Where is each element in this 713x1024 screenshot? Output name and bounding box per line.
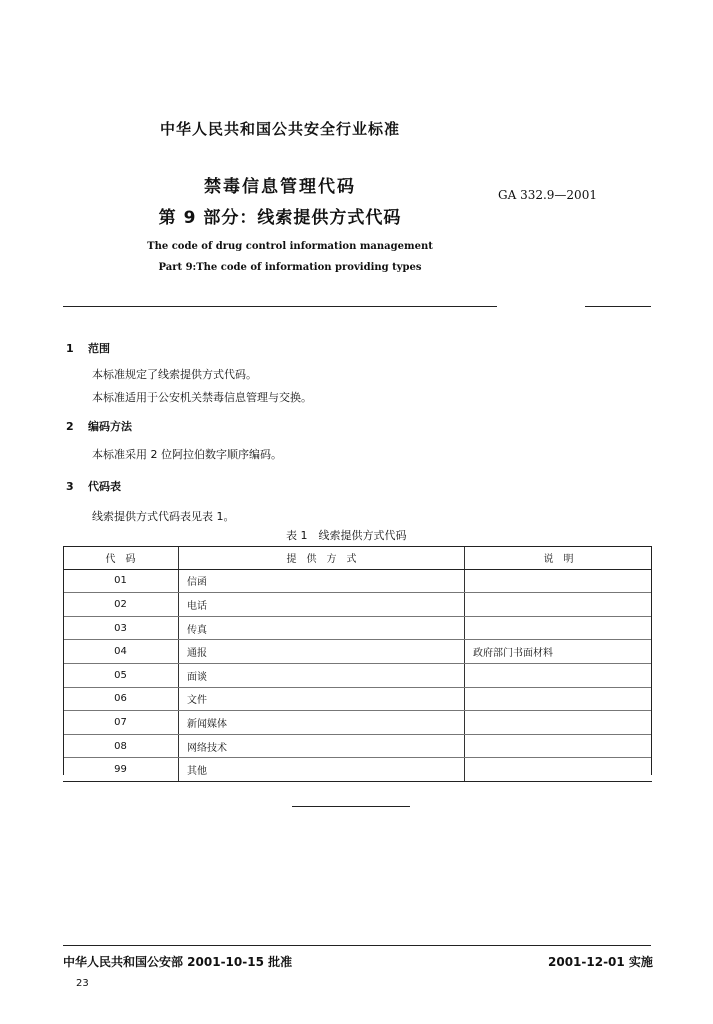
english-title: The code of drug control information management: [147, 241, 433, 252]
cell-note: [465, 569, 653, 593]
cell-type: 网络技术: [179, 734, 465, 758]
section-heading: [66, 340, 110, 356]
cell-code: 04: [63, 640, 179, 664]
table-row: [63, 616, 652, 640]
cell-type: 面谈: [179, 663, 465, 687]
standard-number: GA 332.9—2001: [498, 188, 597, 202]
cell-type: 新闻媒体: [179, 711, 465, 735]
standard-org-header: 中华人民共和国公共安全行业标准: [159, 120, 400, 138]
table-row: [63, 569, 652, 593]
header-divider-right: [585, 306, 651, 307]
cell-type: 通报: [179, 640, 465, 664]
cell-note: [465, 734, 653, 758]
cell-code: 07: [63, 711, 179, 735]
cell-type: 电话: [179, 593, 465, 617]
table-row: [63, 593, 652, 617]
cell-note: [465, 758, 653, 782]
cell-code: 05: [63, 663, 179, 687]
section-title: 范围: [88, 342, 110, 355]
paragraph: 本标准规定了线索提供方式代码。: [92, 368, 257, 381]
cell-note: [465, 687, 653, 711]
paragraph: 本标准适用于公安机关禁毒信息管理与交换。: [92, 391, 312, 404]
table-row: [63, 687, 652, 711]
document-title: 禁毒信息管理代码: [204, 177, 356, 197]
cell-type: 其他: [179, 758, 465, 782]
table-row: [63, 640, 652, 664]
implementation-date: 2001-12-01 实施: [548, 955, 653, 969]
cell-type: 传真: [179, 616, 465, 640]
section-number: 2: [66, 420, 74, 433]
footer-divider: [63, 945, 651, 946]
cell-code: 03: [63, 616, 179, 640]
cell-code: 01: [63, 569, 179, 593]
table-caption: 表 1 线索提供方式代码: [286, 529, 407, 542]
english-subtitle: Part 9:The code of information providing types: [158, 262, 422, 273]
section-heading: [66, 478, 121, 494]
cell-note: [465, 593, 653, 617]
end-rule: [292, 806, 410, 807]
table-row: [63, 758, 652, 782]
section-number: 3: [66, 480, 74, 493]
page-number: 23: [76, 978, 89, 989]
cell-note: [465, 663, 653, 687]
cell-type: 文件: [179, 687, 465, 711]
cell-note: [465, 616, 653, 640]
cell-note: 政府部门书面材料: [465, 640, 653, 664]
header-divider-left: [63, 306, 497, 307]
section-title: 编码方法: [88, 420, 132, 433]
cell-code: 02: [63, 593, 179, 617]
section-title: 代码表: [88, 480, 121, 493]
paragraph: 本标准采用 2 位阿拉伯数字顺序编码。: [92, 448, 282, 461]
header-providing-type: 提 供 方 式: [179, 546, 465, 569]
approval-info: 中华人民共和国公安部 2001-10-15 批准: [63, 955, 293, 969]
section-heading: [66, 418, 132, 434]
cell-note: [465, 711, 653, 735]
code-table: [63, 546, 652, 782]
header-code: 代 码: [63, 546, 179, 569]
paragraph: 线索提供方式代码表见表 1。: [92, 510, 235, 523]
cell-code: 06: [63, 687, 179, 711]
cell-code: 08: [63, 734, 179, 758]
table-row: [63, 734, 652, 758]
cell-type: 信函: [179, 569, 465, 593]
cell-code: 99: [63, 758, 179, 782]
table-row: [63, 663, 652, 687]
document-subtitle: 第 9 部分：线索提供方式代码: [158, 208, 402, 228]
table-row: [63, 711, 652, 735]
section-number: 1: [66, 342, 74, 355]
header-remarks: 说 明: [465, 546, 653, 569]
